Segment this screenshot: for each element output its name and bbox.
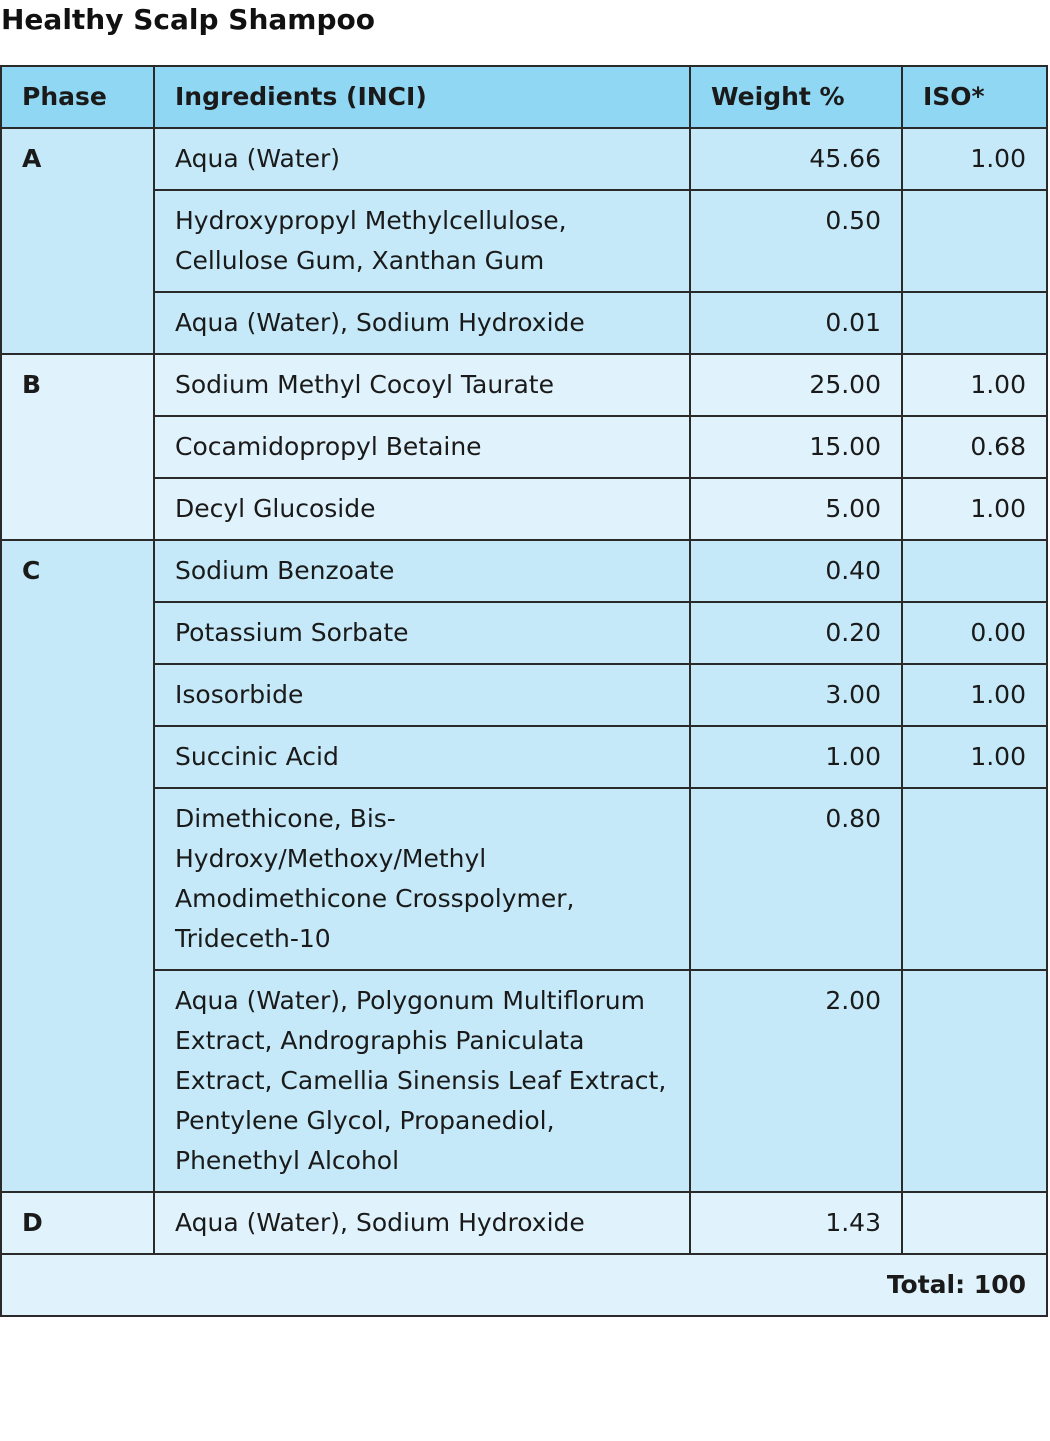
ingredient-cell: Cocamidopropyl Betaine [154, 416, 690, 478]
table-header-row [1, 66, 1047, 128]
phase-label-a: A [1, 128, 154, 354]
page-title: Healthy Scalp Shampoo [1, 3, 375, 36]
table-row [1, 354, 1047, 416]
weight-cell: 1.43 [690, 1192, 902, 1254]
formula-table [0, 65, 1048, 1317]
table-row [1, 540, 1047, 602]
ingredient-cell: Sodium Benzoate [154, 540, 690, 602]
weight-cell: 45.66 [690, 128, 902, 190]
ingredient-cell: Decyl Glucoside [154, 478, 690, 540]
table-row [1, 416, 1047, 478]
weight-cell: 15.00 [690, 416, 902, 478]
weight-cell: 0.80 [690, 788, 902, 970]
table-row [1, 1192, 1047, 1254]
table-row [1, 726, 1047, 788]
table-row [1, 788, 1047, 970]
iso-cell [902, 190, 1047, 292]
header-ingredients: Ingredients (INCI) [154, 66, 690, 128]
iso-cell: 0.68 [902, 416, 1047, 478]
iso-cell: 0.00 [902, 602, 1047, 664]
table-row [1, 970, 1047, 1192]
ingredient-cell: Aqua (Water), Sodium Hydroxide [154, 292, 690, 354]
iso-cell: 1.00 [902, 478, 1047, 540]
ingredient-cell: Hydroxypropyl Methylcellulose, Cellulose Gum, Xanthan Gum [154, 190, 690, 292]
phase-label-b: B [1, 354, 154, 540]
iso-cell: 1.00 [902, 664, 1047, 726]
table-row [1, 664, 1047, 726]
iso-cell [902, 292, 1047, 354]
total-value: Total: 100 [1, 1254, 1047, 1316]
weight-cell: 2.00 [690, 970, 902, 1192]
weight-cell: 1.00 [690, 726, 902, 788]
iso-cell [902, 540, 1047, 602]
ingredient-cell: Succinic Acid [154, 726, 690, 788]
iso-cell: 1.00 [902, 354, 1047, 416]
header-iso: ISO* [902, 66, 1047, 128]
weight-cell: 0.20 [690, 602, 902, 664]
weight-cell: 5.00 [690, 478, 902, 540]
weight-cell: 0.01 [690, 292, 902, 354]
ingredient-cell: Aqua (Water), Sodium Hydroxide [154, 1192, 690, 1254]
iso-cell [902, 970, 1047, 1192]
iso-cell: 1.00 [902, 726, 1047, 788]
weight-cell: 0.50 [690, 190, 902, 292]
table-row [1, 292, 1047, 354]
table-row [1, 190, 1047, 292]
table-row [1, 128, 1047, 190]
ingredient-cell: Aqua (Water) [154, 128, 690, 190]
table-row [1, 602, 1047, 664]
iso-cell [902, 788, 1047, 970]
weight-cell: 3.00 [690, 664, 902, 726]
weight-cell: 25.00 [690, 354, 902, 416]
table-row [1, 478, 1047, 540]
iso-cell: 1.00 [902, 128, 1047, 190]
ingredient-cell: Potassium Sorbate [154, 602, 690, 664]
weight-cell: 0.40 [690, 540, 902, 602]
ingredient-cell: Isosorbide [154, 664, 690, 726]
header-phase: Phase [1, 66, 154, 128]
phase-label-c: C [1, 540, 154, 1192]
ingredient-cell: Dimethicone, Bis-Hydroxy/Methoxy/Methyl Amodimethicone Crosspolymer, Trideceth-10 [154, 788, 690, 970]
total-row [1, 1254, 1047, 1316]
ingredient-cell: Aqua (Water), Polygonum Multiflorum Extract, Andrographis Paniculata Extract, Camellia Sinensis Leaf Extract, Pentylene Glycol, Propanediol, Phenethyl Alcohol [154, 970, 690, 1192]
phase-label-d: D [1, 1192, 154, 1254]
iso-cell [902, 1192, 1047, 1254]
ingredient-cell: Sodium Methyl Cocoyl Taurate [154, 354, 690, 416]
header-weight: Weight % [690, 66, 902, 128]
